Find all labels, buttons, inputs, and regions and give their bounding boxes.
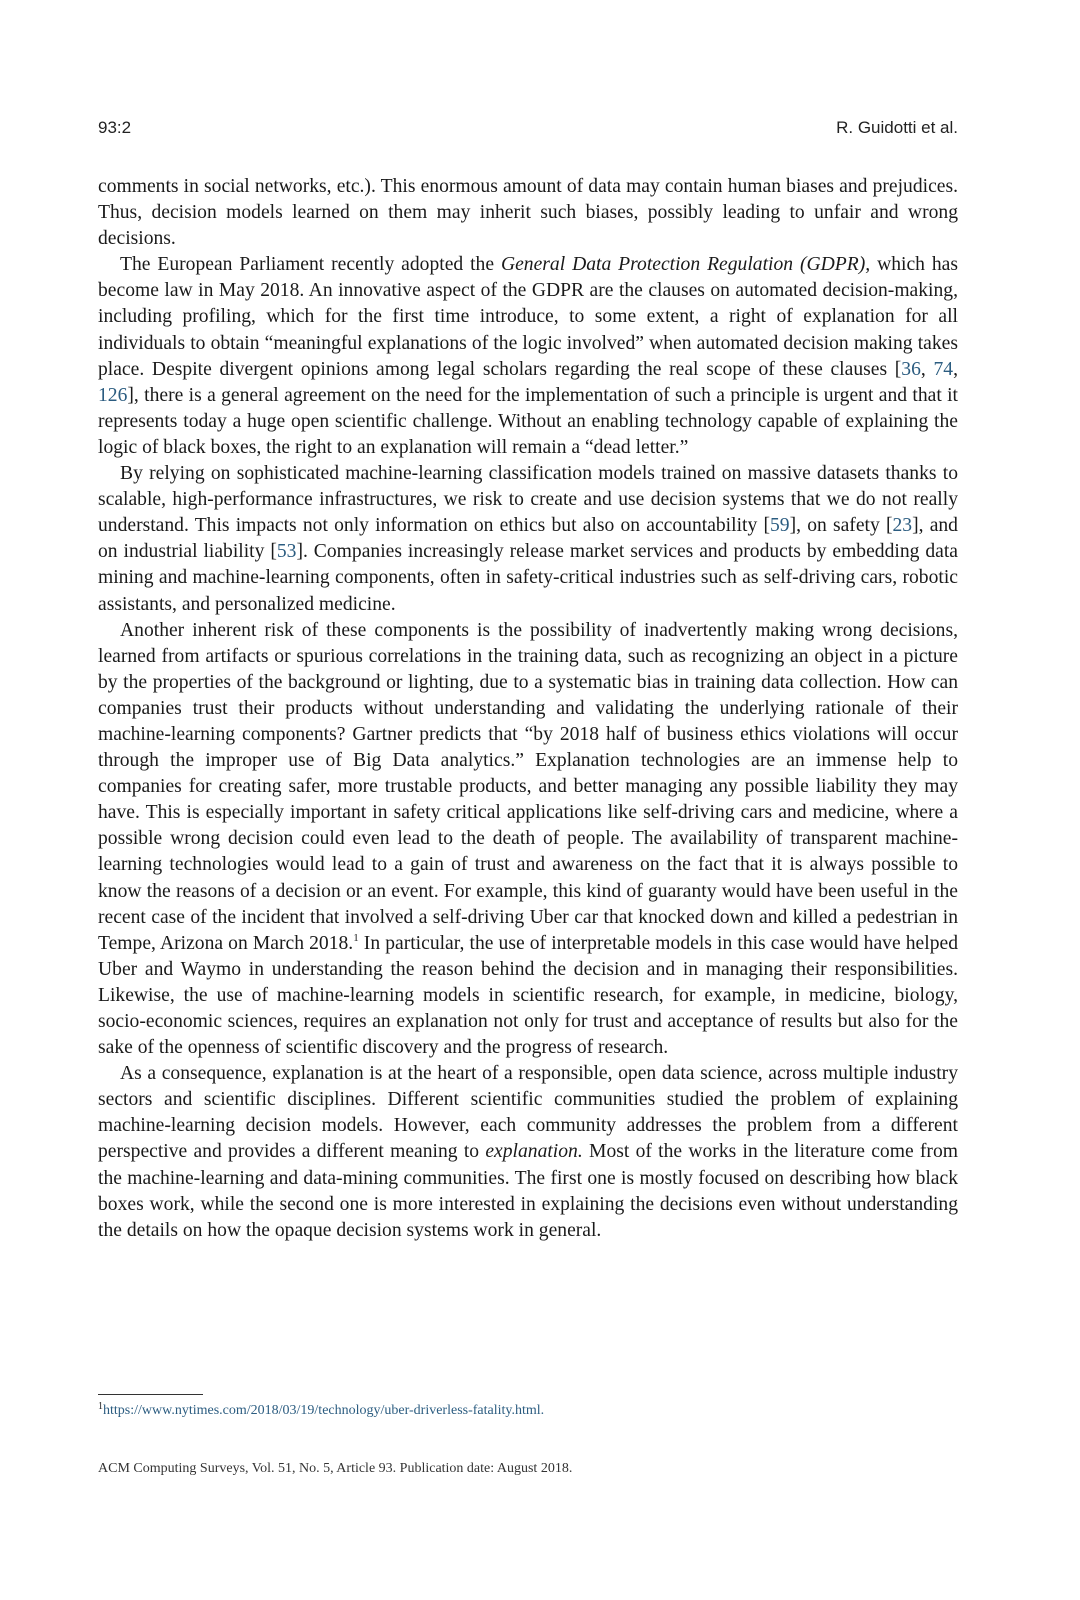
paragraph <box>98 618 958 1062</box>
footnote-divider <box>98 1394 203 1395</box>
footnote <box>98 1403 544 1419</box>
journal-footer: ACM Computing Surveys, Vol. 51, No. 5, Article 93. Publication date: August 2018. <box>98 1461 573 1476</box>
text-run: ], there is a general agreement on the need for the implementation of such a principle is urgent and that it represents today a huge open scientific challenge. Without an enabling technology capable of explaining the logic of black boxes, the right to an explanation will remain a “dead letter.” <box>98 384 958 458</box>
text-run: which has become law in May 2018. An innovative aspect of the GDPR are the clauses on automated decision-making, including profiling, which for the first time introduce, to some extent, a right of explanation for all individuals to obtain “meaningful explanations of the logic involved” when automated decision making takes place. Despite divergent opinions among legal scholars regarding the real scope of these clauses [ <box>98 254 958 380</box>
citation-link[interactable]: 53 <box>276 541 297 563</box>
text-run: , <box>920 358 934 380</box>
text-run: ], and on industrial liability [ <box>98 515 958 563</box>
emphasized-text: explanation. <box>485 1141 583 1163</box>
paragraph <box>98 461 958 618</box>
text-run: In particular, the use of interpretable models in this case would have helped Uber and Waymo in understanding the reason behind the decision and in managing their responsibilities. Likewise, the use of machine-learning models in scientific research, for example, in medicine, biology, socio-economic sciences, requires an explanation not only for trust and acceptance of results but also for the sake of the openness of scientific discovery and the progress of research. <box>98 932 958 1059</box>
text-run: , <box>953 358 958 380</box>
citation-link[interactable]: 59 <box>769 515 790 537</box>
running-head <box>98 118 958 142</box>
emphasized-text: General Data Protection Regulation (GDPR), <box>500 254 871 276</box>
body-text <box>98 174 958 1244</box>
text-run: ], on safety [ <box>789 515 893 537</box>
citation-link[interactable]: 36 <box>901 358 921 380</box>
footnote-marker: 1 <box>98 1401 103 1412</box>
paragraph <box>98 252 958 461</box>
citation-link[interactable]: 23 <box>892 515 913 537</box>
paragraph <box>98 1061 958 1244</box>
text-run: Another inherent risk of these components is the possibility of inadvertently making wrong decisions, learned from artifacts or spurious correlations in the training data, such as recognizing an object in a picture by the properties of the background or lighting, due to a systematic bias in training data collection. How can companies trust their products without understanding and validating the underlying rationale of their machine-learning components? Gartner predicts that “by 2018 half of business ethics violations will occur through the improper use of Big Data analytics.” Explanation technologies are an immense help to companies for creating safer, more trustable products, and better managing any possible liability they may have. This is especially important in safety critical applications like self-driving cars and medicine, where a possible wrong decision could even lead to the death of people. The availability of transparent machine-learning technologies would lead to a gain of trust and awareness on the fact that it is always possible to know the reasons of a decision or an event. For example, this kind of guaranty would have been useful in the recent case of the incident that involved a self-driving Uber car that knocked down and killed a pedestrian in Tempe, Arizona on March 2018. <box>98 619 958 954</box>
page-number: 93:2 <box>98 118 132 137</box>
text-run: The European Parliament recently adopted the <box>120 254 501 276</box>
text-run: By relying on sophisticated machine-learning classification models trained on massive datasets thanks to scalable, high-performance infrastructures, we risk to create and use decision systems that we do not really understand. This impacts not only information on ethics but also on accountability [ <box>98 463 958 537</box>
text-run: ]. Companies increasingly release market services and products by embedding data mining and machine-learning components, often in safety-critical industries such as self-driving cars, robotic assistants, and personalized medicine. <box>98 541 958 615</box>
text-run: comments in social networks, etc.). This enormous amount of data may contain human biases and prejudices. Thus, decision models learned on them may inherit such biases, possibly leading to unfair and wrong decisions. <box>98 176 958 250</box>
citation-link[interactable]: 126 <box>98 384 128 406</box>
citation-link[interactable]: 74 <box>933 358 954 380</box>
text-run: As a consequence, explanation is at the heart of a responsible, open data science, across multiple industry sectors and scientific disciplines. Different scientific communities studied the problem of explaining machine-learning decision models. However, each community addresses the problem from a different perspective and provides a different meaning to <box>98 1063 958 1163</box>
paragraph <box>98 174 958 252</box>
footnote-reference[interactable]: 1 <box>353 931 359 944</box>
author-running-title: R. Guidotti et al. <box>836 118 958 137</box>
text-run: Most of the works in the literature come from the machine-learning and data-mining communities. The first one is mostly focused on describing how black boxes work, while the second one is more interested in explaining the decisions even without understanding the details on how the opaque decision systems work in general. <box>98 1141 958 1241</box>
footnote-url-link[interactable]: https://www.nytimes.com/2018/03/19/technology/uber-driverless-fatality.html. <box>103 1403 545 1418</box>
